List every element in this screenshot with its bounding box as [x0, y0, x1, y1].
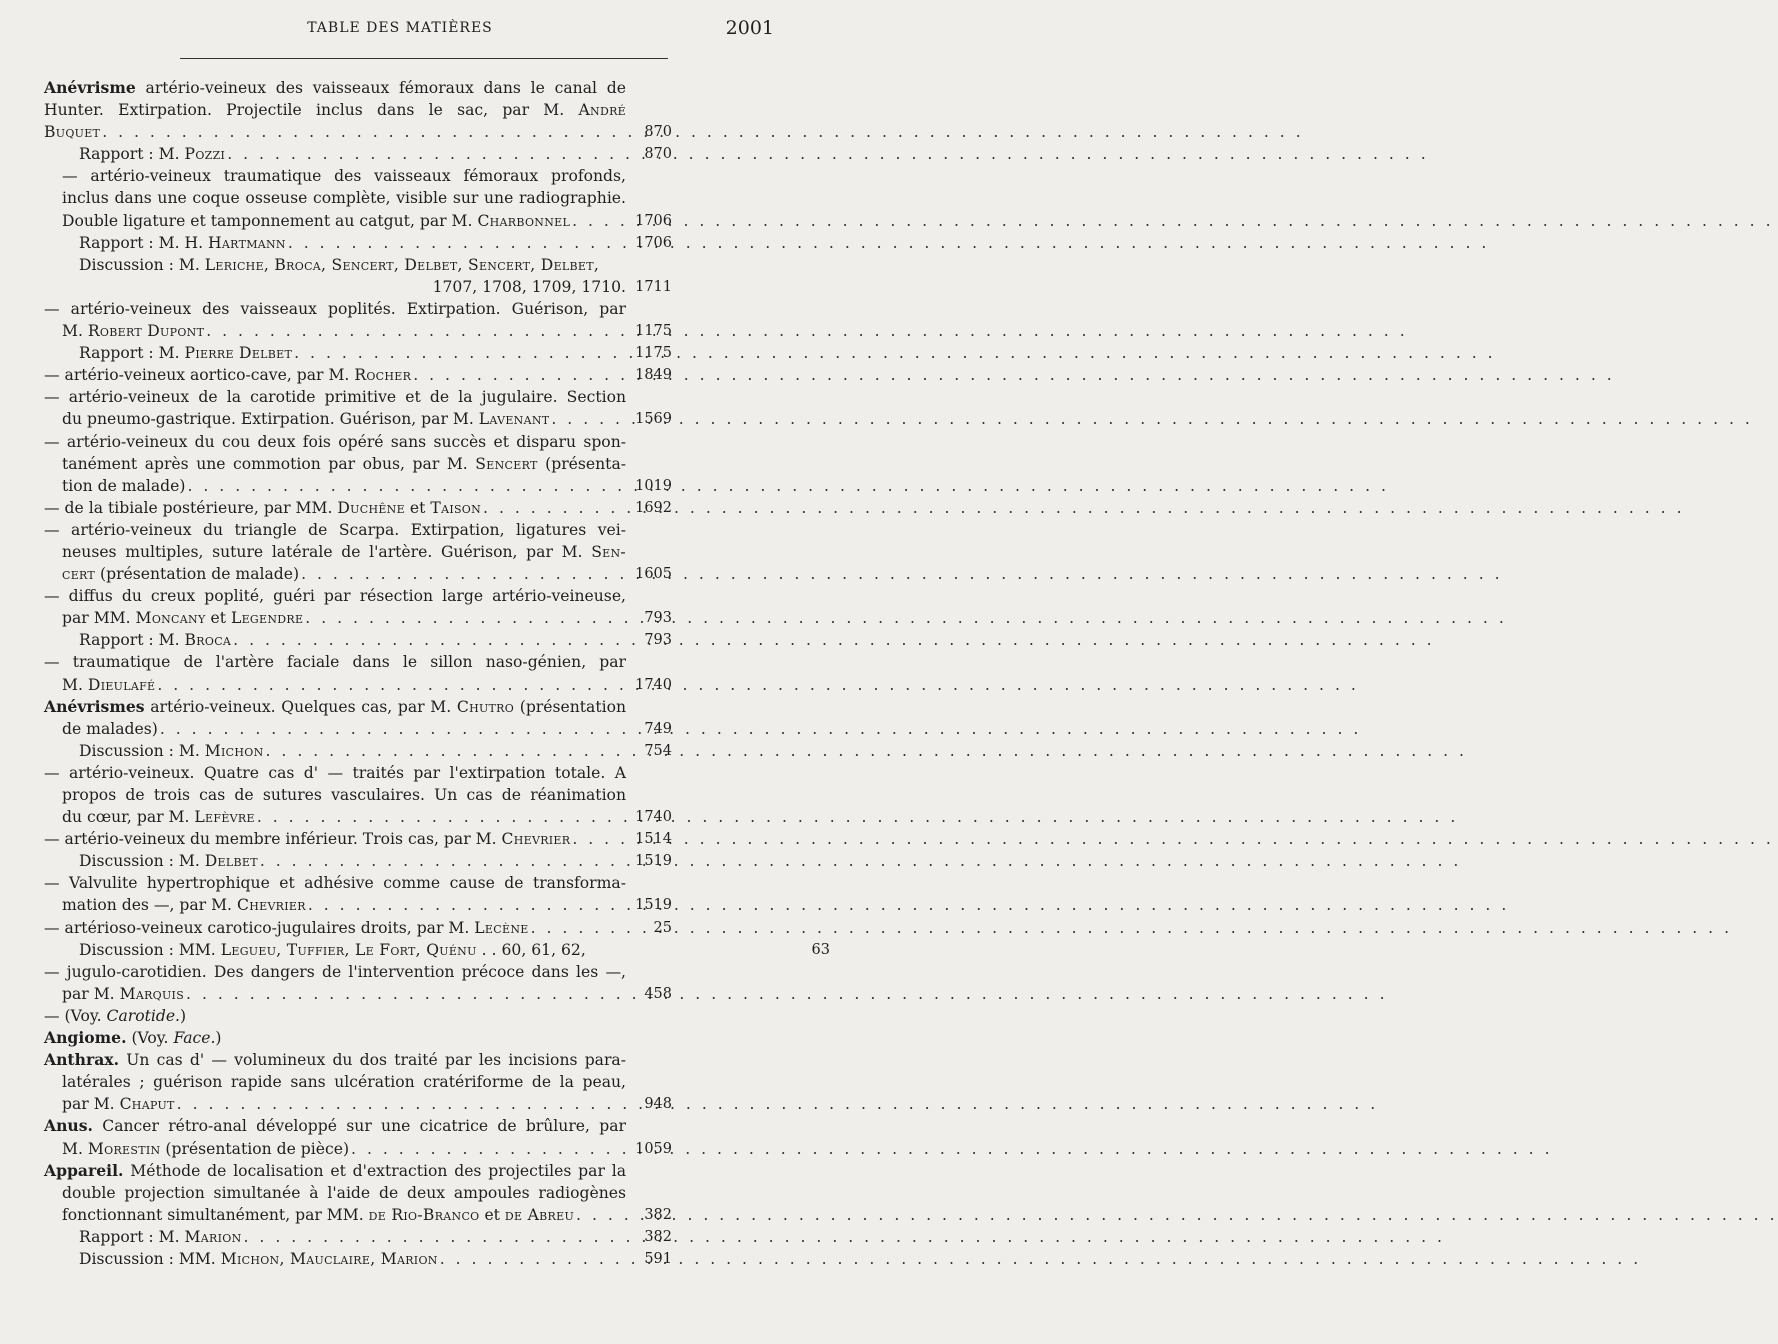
dot-leader: [576, 1204, 1777, 1226]
entry-fragment: par M.: [62, 1095, 120, 1114]
index-entries: [44, 77, 830, 1270]
dot-leader: [551, 408, 1752, 430]
page-ref: 1519: [635, 897, 672, 914]
index-line: [44, 1248, 672, 1270]
index-line: [44, 1005, 784, 1027]
dot-leader: [186, 983, 1387, 1005]
entry-fragment: par MM.: [62, 609, 136, 628]
entry-fragment: (présenta-: [537, 454, 627, 473]
entry-heading: Anus.: [44, 1116, 93, 1136]
author-name: Lefèvre: [194, 808, 255, 827]
page-ref: 754: [644, 742, 672, 759]
entry-fragment: tanément après une commotion par obus, par M.: [62, 454, 476, 473]
entry-text: [62, 1138, 349, 1160]
author-name: Delbet: [204, 852, 258, 871]
entry-text: [44, 497, 481, 519]
entry-text: [44, 300, 626, 318]
entry-text: [79, 1226, 242, 1248]
page-ref: 793: [644, 610, 672, 627]
entry-text: [79, 1248, 438, 1270]
entry-text: [79, 232, 286, 254]
index-line: [44, 1182, 626, 1204]
page-ref: 458: [644, 985, 672, 1002]
entry-fragment: mation des —, par M.: [62, 896, 237, 915]
entry-fragment: — artério-veineux du triangle de Scarpa. Extirpation, ligatures vei-: [44, 520, 626, 539]
entry-text: [79, 342, 292, 364]
dot-leader: [531, 917, 1732, 939]
entry-text: [62, 408, 549, 430]
dot-leader: [266, 740, 1467, 762]
dot-leader: [244, 1226, 1445, 1248]
author-name: Moncany: [135, 609, 206, 628]
author-name: Rocher: [354, 366, 412, 385]
entry-fragment: — Valvulite hypertrophique et adhésive comme cause de transforma-: [44, 874, 626, 893]
entry-fragment: M.: [62, 675, 88, 694]
author-name: cert: [62, 565, 96, 584]
entry-fragment: (Voy.: [126, 1029, 174, 1048]
index-line: [44, 99, 626, 121]
index-line: [44, 1071, 626, 1093]
page-ref: 1706: [635, 212, 672, 229]
entry-fragment: . . 60, 61, 62,: [476, 940, 586, 959]
entry-fragment: — de la tibiale postérieure, par MM.: [44, 498, 338, 517]
index-line: [44, 607, 672, 629]
page-ref: 25: [653, 919, 672, 936]
dot-leader: [305, 607, 1506, 629]
entry-fragment: Discussion : MM.: [79, 940, 221, 959]
entry-fragment: Discussion : MM.: [79, 1249, 221, 1268]
index-line: [44, 585, 626, 607]
header-rule: [180, 58, 668, 59]
entry-text: [62, 210, 570, 232]
index-line: [44, 894, 672, 916]
entry-heading: Anévrisme: [44, 78, 136, 97]
page-number: 2001: [725, 17, 774, 39]
entry-text: [62, 563, 299, 585]
author-name: Legueu, Tuffier, Le Fort, Quénu: [220, 940, 477, 959]
entry-text: [62, 1204, 574, 1226]
author-name: Legendre: [230, 609, 304, 628]
running-title: TABLE DES MATIÈRES: [307, 20, 493, 36]
entry-text: [44, 1162, 626, 1180]
page-ref: 1514: [635, 831, 672, 848]
index-line: [44, 917, 672, 939]
index-line: [44, 828, 672, 850]
entry-fragment: inclus dans une coque osseuse complète, visible sur une radiographie.: [62, 189, 626, 208]
entry-text: [44, 698, 626, 716]
entry-fragment: Méthode de localisation et d'extraction des projectiles par la: [123, 1161, 626, 1180]
index-line: [44, 519, 626, 541]
dot-leader: [160, 718, 1361, 740]
index-line: [44, 276, 672, 298]
entry-heading: Appareil.: [44, 1160, 124, 1180]
page-ref: 1059: [635, 1140, 672, 1157]
index-line: [44, 1226, 672, 1248]
entry-fragment: Rapport : M. H.: [79, 233, 209, 252]
author-name: Chutro: [456, 697, 515, 716]
entry-fragment: Cancer rétro-anal développé sur une cicatrice de brûlure, par: [92, 1117, 626, 1136]
entry-fragment: — (Voy.: [44, 1006, 107, 1025]
author-name: Dieulafé: [87, 675, 156, 694]
index-line: [44, 475, 672, 497]
entry-text: [62, 806, 255, 828]
author-name: Buquet: [44, 123, 101, 142]
entry-text: [44, 1007, 186, 1025]
entry-text: [62, 894, 306, 916]
entry-text: [44, 1117, 626, 1135]
entry-fragment: 1707, 1708, 1709, 1710.: [432, 277, 626, 296]
entry-text: [62, 1093, 175, 1115]
page-ref: 1711: [635, 278, 672, 295]
author-name: Michon, Mauclaire, Marion: [220, 1249, 438, 1268]
entry-text: [44, 828, 570, 850]
author-name: de Abreu: [504, 1205, 575, 1224]
entry-fragment: Rapport : M.: [79, 631, 185, 650]
entry-text: [62, 167, 626, 185]
index-line: [44, 1160, 626, 1182]
index-line: [44, 806, 672, 828]
author-name: de Rio-Branco: [368, 1205, 480, 1224]
index-line: [44, 961, 626, 983]
entry-fragment: M.: [62, 1139, 88, 1158]
entry-text: [44, 874, 626, 892]
page-ref: 1849: [635, 367, 672, 384]
entry-text: [79, 740, 264, 762]
entry-fragment: Face.: [173, 1029, 216, 1048]
entry-text: [62, 455, 626, 473]
page-ref: 1740: [635, 809, 672, 826]
dot-leader: [233, 629, 1434, 651]
entry-text: [44, 101, 626, 119]
index-line: [44, 1027, 784, 1049]
entry-fragment: ): [215, 1029, 222, 1048]
entry-fragment: Discussion : M.: [79, 741, 205, 760]
index-line: [44, 696, 626, 718]
index-line: [44, 77, 626, 99]
author-name: Lavenant: [478, 410, 550, 429]
author-name: Lecène: [474, 918, 529, 937]
index-line: [44, 1138, 672, 1160]
entry-fragment: — traumatique de l'artère faciale dans le sillon naso-génien, par: [44, 653, 626, 672]
index-line: [44, 320, 672, 342]
entry-fragment: Rapport : M.: [79, 145, 185, 164]
entry-text: [79, 143, 225, 165]
entry-fragment: artério-veineux. Quelques cas, par M.: [144, 697, 457, 716]
dot-leader: [157, 674, 1358, 696]
entry-fragment: latérales ; guérison rapide sans ulcération cratériforme de la peau,: [62, 1073, 626, 1092]
author-name: Charbonnel: [477, 211, 571, 230]
entry-fragment: ): [180, 1006, 187, 1025]
page-ref: 1692: [635, 499, 672, 516]
entry-fragment: — artério-veineux du membre inférieur. Trois cas, par M.: [44, 830, 502, 849]
entry-heading: Angiome.: [44, 1028, 127, 1048]
author-name: Leriche, Broca, Sencert, Delbet, Sencert, Delbet,: [204, 255, 600, 274]
entry-fragment: Carotide.: [106, 1006, 181, 1025]
entry-fragment: artério-veineux des vaisseaux fémoraux dans le canal de: [135, 79, 626, 97]
entry-text: [44, 1051, 626, 1069]
index-line: [44, 364, 672, 386]
entry-text: [62, 786, 626, 804]
entry-fragment: double projection simultanée à l'aide de deux ampoules radiogènes: [62, 1183, 626, 1202]
dot-leader: [351, 1138, 1552, 1160]
entry-text: [62, 983, 184, 1005]
entry-fragment: M.: [62, 322, 88, 341]
index-line: [44, 563, 672, 585]
entry-text: [62, 1073, 626, 1091]
entry-text: [62, 189, 626, 207]
dot-leader: [260, 850, 1461, 872]
index-line: [44, 121, 672, 143]
entry-heading: Anévrismes: [44, 696, 145, 716]
dot-leader: [301, 563, 1502, 585]
dot-leader: [206, 320, 1407, 342]
author-name: Chevrier: [236, 896, 306, 915]
index-line: [44, 674, 672, 696]
entry-fragment: neuses multiples, suture latérale de l'artère. Guérison, par M.: [62, 542, 592, 561]
author-name: Morestin: [87, 1139, 161, 1158]
entry-text: [44, 653, 626, 671]
entry-fragment: du cœur, par M.: [62, 808, 195, 827]
entry-fragment: Discussion : M.: [79, 255, 205, 274]
page-ref: 1605: [635, 566, 672, 583]
entry-text: [44, 587, 626, 605]
index-line: [44, 143, 672, 165]
entry-fragment: — jugulo-carotidien. Des dangers de l'intervention précoce dans les —,: [44, 962, 626, 981]
page-ref: 1175: [635, 323, 672, 340]
author-name: Sencert: [475, 454, 538, 473]
page-ref: 870: [644, 124, 672, 141]
entry-text: [44, 121, 100, 143]
entry-fragment: (présentation de malade): [95, 565, 300, 584]
entry-text: [44, 917, 529, 939]
author-name: Duchêne: [337, 498, 405, 517]
entry-fragment: Double ligature et tamponnement au catgut, par M.: [62, 211, 478, 230]
entry-fragment: — artério-veineux des vaisseaux poplités. Extirpation. Guérison, par: [44, 299, 626, 318]
author-name: Sen-: [591, 542, 626, 561]
page-ref: 1706: [635, 234, 672, 251]
entry-fragment: — artério-veineux du cou deux fois opéré sans succès et disparu spon-: [44, 432, 626, 451]
entry-text: [44, 388, 626, 406]
entry-fragment: — diffus du creux poplité, guéri par résection large artério-veineuse,: [44, 587, 626, 606]
entry-fragment: — artério-veineux traumatique des vaisseaux fémoraux profonds,: [62, 167, 626, 186]
page-ref: 63: [811, 941, 830, 958]
entry-fragment: (présentation: [514, 697, 626, 716]
author-name: Marquis: [119, 984, 185, 1003]
index-line: [44, 165, 626, 187]
author-name: André: [578, 101, 626, 120]
index-line: [44, 850, 672, 872]
index-line: [44, 762, 626, 784]
index-line: [44, 1093, 672, 1115]
index-line: [44, 541, 626, 563]
index-line: [44, 210, 672, 232]
entry-text: [433, 278, 626, 296]
entry-text: [79, 941, 586, 959]
entry-fragment: — artério-veineux aortico-cave, par M.: [44, 366, 355, 385]
entry-fragment: Un cas d' — volumineux du dos traité par les incisions para-: [119, 1051, 626, 1070]
entry-text: [79, 629, 231, 651]
entry-text: [44, 364, 411, 386]
index-line: [44, 651, 626, 673]
entry-fragment: propos de trois cas de sutures vasculaires. Un cas de réanimation: [62, 786, 626, 804]
author-name: Chaput: [119, 1095, 175, 1114]
entry-fragment: Discussion : M.: [79, 852, 205, 871]
entry-fragment: — artérioso-veineux carotico-jugulaires droits, par M.: [44, 918, 475, 937]
page-ref: 870: [644, 146, 672, 163]
page-ref: 591: [644, 1250, 672, 1267]
entry-fragment: Rapport : M.: [79, 344, 185, 363]
dot-leader: [308, 894, 1509, 916]
entry-heading: Anthrax.: [44, 1050, 120, 1070]
dot-leader: [102, 121, 1303, 143]
page-ref: 1740: [635, 676, 672, 693]
index-line: [44, 939, 830, 961]
entry-fragment: de malades): [62, 719, 158, 738]
entry-fragment: et: [479, 1205, 505, 1224]
entry-fragment: par M.: [62, 984, 120, 1003]
page-ref: 382: [644, 1206, 672, 1223]
index-line: [44, 342, 672, 364]
index-line: [44, 1049, 626, 1071]
entry-fragment: Rapport : M.: [79, 1227, 185, 1246]
author-name: Pierre Delbet: [184, 344, 293, 363]
entry-text: [44, 79, 626, 97]
index-line: [44, 784, 626, 806]
index-line: [44, 1204, 672, 1226]
author-name: Hartmann: [208, 233, 286, 252]
author-name: Broca: [184, 631, 232, 650]
page-ref: 1019: [635, 477, 672, 494]
entry-fragment: fonctionnant simultanément, par MM.: [62, 1205, 369, 1224]
index-line: [44, 408, 672, 430]
index-line: [44, 983, 672, 1005]
index-line: [44, 497, 672, 519]
page-ref: 948: [644, 1096, 672, 1113]
index-line: [44, 718, 672, 740]
entry-text: [79, 256, 599, 274]
entry-text: [79, 850, 258, 872]
entry-text: [44, 521, 626, 539]
index-line: [44, 254, 784, 276]
dot-leader: [572, 210, 1773, 232]
entry-text: [62, 1184, 626, 1202]
entry-text: [44, 1029, 222, 1047]
dot-leader: [440, 1248, 1641, 1270]
dot-leader: [572, 828, 1773, 850]
index-line: [44, 872, 626, 894]
dot-leader: [257, 806, 1458, 828]
entry-text: [44, 433, 626, 451]
entry-fragment: tion de malade): [62, 476, 186, 495]
index-line: [44, 298, 626, 320]
dot-leader: [227, 143, 1428, 165]
entry-text: [62, 320, 204, 342]
entry-fragment: — artério-veineux. Quatre cas d' — traités par l'extirpation totale. A: [44, 763, 626, 782]
entry-fragment: (présentation de pièce): [160, 1139, 350, 1158]
dot-leader: [294, 342, 1495, 364]
entry-fragment: et: [205, 609, 231, 628]
entry-text: [62, 543, 626, 561]
entry-text: [62, 475, 185, 497]
index-line: [44, 431, 626, 453]
page-ref: 749: [644, 720, 672, 737]
page-ref: 382: [644, 1228, 672, 1245]
dot-leader: [288, 232, 1489, 254]
index-line: [44, 1115, 626, 1137]
index-line: [44, 386, 626, 408]
page-ref: 1175: [635, 345, 672, 362]
author-name: Michon: [204, 741, 264, 760]
entry-text: [44, 963, 626, 981]
author-name: Marion: [184, 1227, 242, 1246]
entry-fragment: et: [404, 498, 431, 517]
dot-leader: [187, 475, 1388, 497]
entry-fragment: — artério-veineux de la carotide primitive et de la jugulaire. Section: [44, 388, 626, 407]
entry-text: [62, 718, 158, 740]
author-name: Taison: [430, 498, 482, 517]
entry-text: [44, 764, 626, 782]
dot-leader: [177, 1093, 1378, 1115]
author-name: Chevrier: [501, 830, 571, 849]
index-line: [44, 453, 626, 475]
dot-leader: [413, 364, 1614, 386]
index-line: [44, 232, 672, 254]
page-header: [0, 0, 800, 60]
author-name: Pozzi: [184, 145, 226, 164]
entry-fragment: du pneumo-gastrique. Extirpation. Guérison, par M.: [62, 410, 479, 429]
index-line: [44, 187, 626, 209]
entry-text: [62, 607, 303, 629]
entry-text: [62, 674, 155, 696]
page-ref: 793: [644, 632, 672, 649]
index-line: [44, 740, 672, 762]
entry-fragment: Hunter. Extirpation. Projectile inclus dans le sac, par M.: [44, 101, 579, 120]
author-name: Robert Dupont: [87, 322, 205, 341]
page-ref: 1519: [635, 853, 672, 870]
index-line: [44, 629, 672, 651]
page-ref: 1569: [635, 411, 672, 428]
